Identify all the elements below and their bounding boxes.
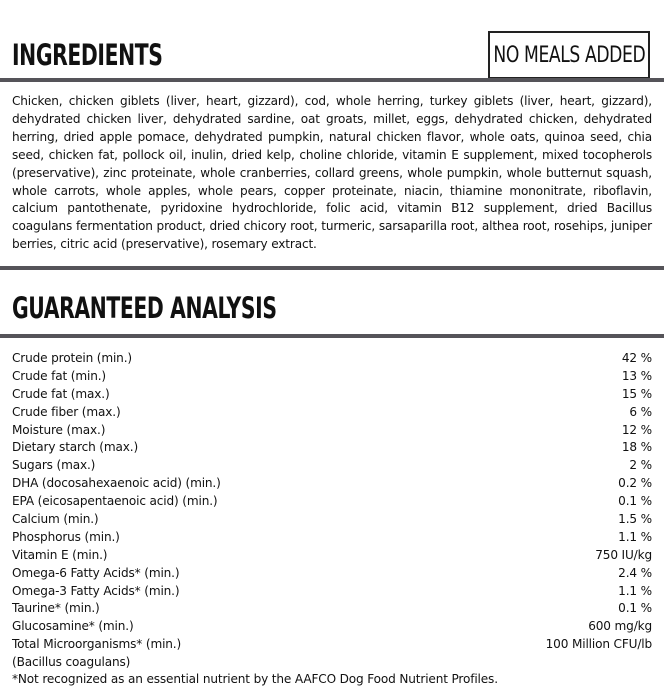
analysis-subnote: (Bacillus coagulans): [12, 655, 131, 670]
analysis-row: [12, 565, 652, 583]
analysis-value: 15 %: [621, 386, 652, 401]
analysis-label: EPA (eicosapentaenoic acid) (min.): [12, 494, 218, 509]
analysis-row: [12, 529, 652, 547]
analysis-row: [12, 368, 652, 386]
analysis-label: Omega-3 Fatty Acids* (min.): [12, 583, 180, 598]
analysis-row: [12, 493, 652, 511]
analysis-label: Calcium (min.): [12, 512, 99, 527]
analysis-label: Total Microorganisms* (min.): [12, 637, 182, 652]
analysis-row: [12, 547, 652, 565]
analysis-table: [12, 350, 652, 672]
analysis-value: 6 %: [629, 404, 652, 419]
analysis-row: [12, 511, 652, 529]
analysis-row: [12, 439, 652, 457]
analysis-label: Omega-6 Fatty Acids* (min.): [12, 565, 180, 580]
analysis-row: [12, 636, 652, 654]
analysis-row: [12, 350, 652, 368]
analysis-label: Crude fat (max.): [12, 386, 110, 401]
ingredients-title: INGREDIENTS: [12, 38, 163, 72]
analysis-value: 12 %: [621, 422, 652, 437]
analysis-value: 600 mg/kg: [588, 619, 652, 634]
analysis-value: 1.1 %: [618, 583, 652, 598]
analysis-value: 42 %: [621, 351, 652, 365]
analysis-value: 0.1 %: [618, 494, 652, 509]
analysis-value: 2 %: [629, 458, 652, 473]
ingredients-list: Chicken, chicken giblets (liver, heart, gizzard), cod, whole herring, turkey giblets (liver, heart, gizzard), dehydrated chicken liver, dehydrated sardine, oat groats, millet, eggs, dehydrated chicken, dehydrated herring, dried apple pomace, dehydrated pumpkin, natural chicken flavor, whole oats, quinoa seed, chia seed, chicken fat, pollock oil, inulin, dried kelp, choline chloride, vitamin E supplement, mixed tocopherols (preservative), zinc proteinate, whole cranberries, collard greens, whole pumpkin, whole butternut squash, whole carrots, whole apples, whole pears, copper proteinate, niacin, thiamine mononitrate, riboflavin, calcium pantothenate, pyridoxine hydrochloride, folic acid, vitamin B12 supplement, dried Bacillus coagulans fermentation product, dried chicory root, turmeric, sarsaparilla root, althea root, rosehips, juniper berries, citric acid (preservative), rosemary extract.: [12, 94, 652, 252]
analysis-label: Crude protein (min.): [12, 351, 132, 365]
analysis-label: Phosphorus (min.): [12, 529, 120, 544]
guaranteed-analysis-title: GUARANTEED ANALYSIS: [12, 291, 277, 325]
analysis-label: Crude fat (min.): [12, 368, 106, 383]
analysis-row: [12, 404, 652, 422]
analysis-row: [12, 618, 652, 636]
analysis-row: [12, 422, 652, 440]
analysis-divider: [0, 334, 664, 338]
analysis-value: 2.4 %: [618, 565, 652, 580]
analysis-value: 18 %: [621, 440, 652, 455]
analysis-row: [12, 386, 652, 404]
no-meals-added-badge: [488, 31, 650, 79]
badge-label: NO MEALS ADDED: [493, 42, 645, 68]
analysis-value: 0.2 %: [618, 476, 652, 491]
analysis-label: Taurine* (min.): [12, 601, 100, 616]
analysis-value: 1.5 %: [618, 512, 652, 527]
analysis-row: [12, 600, 652, 618]
analysis-value: 0.1 %: [618, 601, 652, 616]
analysis-label: Dietary starch (max.): [12, 440, 139, 455]
analysis-value: 1.1 %: [618, 529, 652, 544]
analysis-label: Crude fiber (max.): [12, 404, 121, 419]
section-divider: [0, 266, 664, 270]
analysis-label: Sugars (max.): [12, 458, 96, 473]
analysis-label: Vitamin E (min.): [12, 547, 108, 562]
footnote: *Not recognized as an essential nutrient by the AAFCO Dog Food Nutrient Profiles.: [12, 672, 498, 686]
analysis-value: 750 IU/kg: [595, 547, 652, 562]
analysis-label: Moisture (max.): [12, 422, 106, 437]
analysis-row: [12, 583, 652, 601]
analysis-value: 13 %: [621, 368, 652, 383]
analysis-label: DHA (docosahexaenoic acid) (min.): [12, 476, 221, 491]
analysis-row: [12, 457, 652, 475]
analysis-value: 100 Million CFU/lb: [545, 637, 652, 652]
analysis-row: [12, 475, 652, 493]
analysis-label: Glucosamine* (min.): [12, 619, 134, 634]
ingredients-divider: [0, 78, 664, 82]
